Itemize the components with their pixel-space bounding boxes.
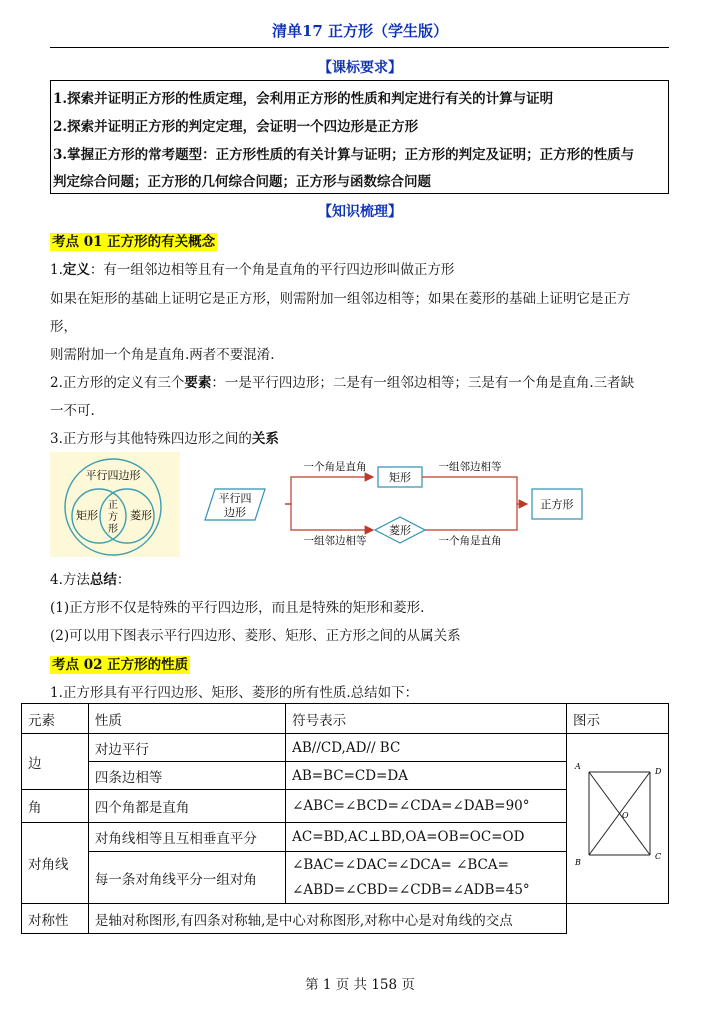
cell-symmetry-prop: 是轴对称图形,有四条对称轴,是中心对称图形,对称中心是对角线的交点	[88, 904, 566, 934]
point-4-line	[50, 568, 130, 588]
def-label: 定义	[62, 262, 90, 278]
square-figure	[567, 747, 667, 887]
cell-diag-sym-2	[286, 852, 567, 904]
table-row	[22, 734, 669, 762]
vertex-a-label: A	[574, 761, 581, 771]
venn-outer-label: 平行四边形	[85, 469, 141, 482]
def-text: ：有一组邻边相等且有一个角是直角的平行四边形叫做正方形	[89, 262, 455, 278]
requirement-3-cont: 判定综合问题；正方形的几何综合问题；正方形与函数综合问题	[53, 174, 431, 190]
flow-start-label-2: 边形	[224, 506, 246, 519]
venn-center-label-2: 方	[108, 512, 118, 523]
flow-bottom-left-label: 一组邻边相等	[303, 535, 367, 547]
diag-sym-2-line-1: ∠BAC=∠DAC=∠DCA= ∠BCA=	[292, 856, 509, 873]
cell-figure	[566, 734, 668, 904]
cell-edge-prop-2: 四条边相等	[88, 762, 285, 790]
p4-bold: 总结	[89, 572, 117, 588]
flow-rhombus-label: 菱形	[389, 524, 411, 537]
flow-bottom-right-label: 一个角是直角	[438, 535, 502, 547]
p3-prefix: 3.正方形与其他特殊四边形之间的	[50, 431, 252, 447]
page-footer: 第 1 页 共 158 页	[305, 977, 415, 993]
def-prefix: 1.	[50, 262, 63, 278]
diag-sym-2-line-2: ∠ABD=∠CBD=∠CDB=∠ADB=45°	[292, 881, 530, 898]
p2-prefix: 2.正方形的定义有三个	[50, 375, 185, 391]
header-element: 元素	[22, 704, 89, 734]
cell-diag-prop-2: 每一条对角线平分一组对角	[88, 852, 285, 904]
def-note-3: 则需附加一个角是直角.两者不要混淆.	[50, 347, 275, 363]
cell-diag-sym-1: AC=BD,AC⊥BD,OA=OB=OC=OD	[286, 823, 567, 852]
kp1-title: 考点 01 正方形的有关概念	[52, 234, 216, 250]
venn-center-label-1: 正	[108, 500, 118, 511]
kp2-intro: 1.正方形具有平行四边形、矩形、菱形的所有性质.总结如下：	[50, 685, 419, 701]
venn-right-label: 菱形	[130, 509, 152, 522]
definition-line	[50, 258, 454, 278]
table-row	[22, 904, 669, 934]
p4-prefix: 4.方法	[50, 572, 90, 588]
p2-bold: 要素	[184, 375, 212, 391]
flow-arrow-to-rhombus	[285, 504, 373, 530]
flow-rect-label: 矩形	[389, 471, 411, 484]
section-heading-knowledge: 【知识梳理】	[318, 204, 402, 220]
venn-diagram	[50, 452, 180, 557]
kp1-heading	[50, 230, 217, 250]
requirement-1: 1.探索并证明正方形的性质定理，会利用正方形的性质和判定进行有关的计算与证明	[53, 91, 554, 107]
point-4-sub-2: (2)可以用下图表示平行四边形、菱形、矩形、正方形之间的从属关系	[50, 628, 461, 644]
section-heading-requirements: 【课标要求】	[318, 60, 402, 76]
center-o-label: O	[621, 810, 629, 820]
flow-arrow-rhombus-to-square	[425, 504, 517, 530]
def-note-2: 形，	[50, 319, 77, 335]
flow-square-label: 正方形	[540, 498, 574, 511]
p3-bold: 关系	[251, 431, 279, 447]
requirement-2: 2.探索并证明正方形的判定定理，会证明一个四边形是正方形	[53, 119, 419, 135]
kp2-heading	[50, 653, 190, 673]
cell-diagonal: 对角线	[22, 823, 89, 904]
venn-left-label: 矩形	[76, 509, 98, 522]
cell-symmetry: 对称性	[22, 904, 89, 934]
cell-angle-prop: 四个角都是直角	[88, 790, 285, 823]
table-header-row	[22, 704, 669, 734]
flow-top-left-label: 一个角是直角	[303, 461, 367, 473]
cell-edge-sym-2: AB=BC=CD=DA	[286, 762, 567, 790]
document-title: 清单17 正方形（学生版）	[271, 22, 449, 40]
point-2-line	[50, 371, 634, 391]
def-note-1: 如果在矩形的基础上证明它是正方形，则需附加一组邻边相等；如果在菱形的基础上证明它是正方	[50, 291, 631, 307]
vertex-c-label: C	[654, 851, 662, 861]
vertex-d-label: D	[654, 766, 662, 776]
title-divider	[50, 47, 669, 48]
flow-arrow-to-rect	[285, 477, 373, 504]
relationship-flow-diagram	[195, 452, 595, 557]
point-4-sub-1: (1)正方形不仅是特殊的平行四边形，而且是特殊的矩形和菱形.	[50, 600, 425, 616]
properties-table	[21, 703, 669, 934]
point-2-line2: 一不可.	[50, 403, 95, 419]
venn-center-label-3: 形	[108, 524, 118, 535]
cell-diag-prop-1: 对角线相等且互相垂直平分	[88, 823, 285, 852]
flow-top-right-label: 一组邻边相等	[438, 461, 502, 473]
point-3-line	[50, 427, 279, 447]
header-figure: 图示	[566, 704, 668, 734]
cell-edge-sym-1: AB//CD,AD// BC	[286, 734, 567, 762]
header-symbol: 符号表示	[286, 704, 567, 734]
p4-suffix: ：	[116, 572, 131, 588]
requirement-3: 3.掌握正方形的常考题型：正方形性质的有关计算与证明；正方形的判定及证明；正方形的性质与	[53, 147, 635, 163]
vertex-b-label: B	[574, 857, 581, 867]
flow-arrow-rect-to-square	[422, 477, 527, 504]
cell-angle: 角	[22, 790, 89, 823]
flow-start-label-1: 平行四	[218, 492, 252, 505]
header-property: 性质	[88, 704, 285, 734]
cell-angle-sym: ∠ABC=∠BCD=∠CDA=∠DAB=90°	[286, 790, 567, 823]
cell-edge: 边	[22, 734, 89, 790]
p2-rest: ：一是平行四边形；二是有一组邻边相等；三是有一个角是直角.三者缺	[211, 375, 635, 391]
requirements-box	[50, 80, 669, 194]
cell-edge-prop-1: 对边平行	[88, 734, 285, 762]
cell-blank	[566, 904, 668, 934]
kp2-title: 考点 02 正方形的性质	[52, 657, 189, 673]
